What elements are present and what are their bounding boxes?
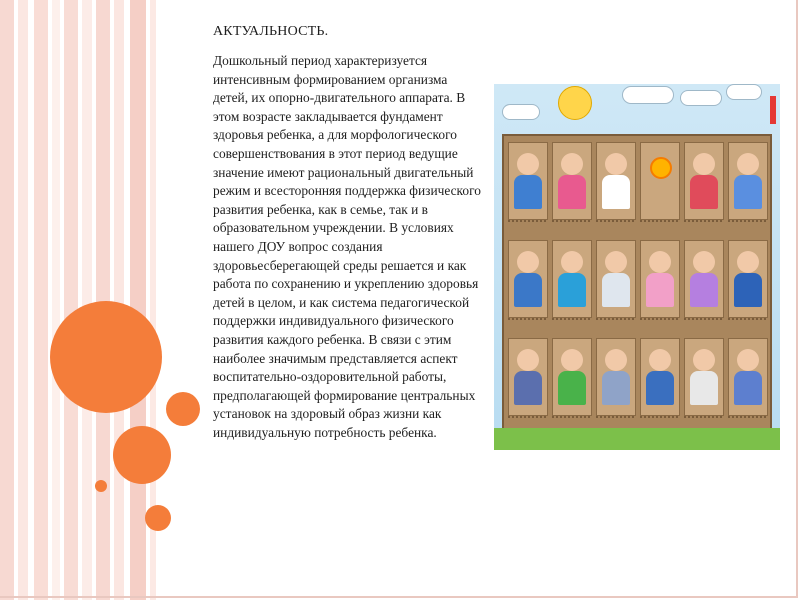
child-clothes — [734, 175, 762, 209]
nameplate-shape — [596, 220, 636, 222]
shelf-cell — [552, 240, 592, 318]
child-clothes — [690, 175, 718, 209]
nameplate-shape — [596, 416, 636, 418]
child-figure — [517, 349, 539, 371]
nameplate-shape — [552, 416, 592, 418]
shelf-cell — [552, 142, 592, 220]
nameplate-shape — [508, 318, 548, 320]
child-figure — [605, 349, 627, 371]
child-figure — [649, 251, 671, 273]
child-figure — [737, 251, 759, 273]
nameplate-shape — [728, 220, 768, 222]
nameplate-shape — [508, 220, 548, 222]
cloud-shape — [502, 104, 540, 120]
nameplate-shape — [596, 318, 636, 320]
shelf-cell — [640, 142, 680, 220]
shelf-cell — [508, 240, 548, 318]
shelf-cell — [596, 240, 636, 318]
shelf-cell — [640, 338, 680, 416]
child-clothes — [734, 273, 762, 307]
child-clothes — [690, 371, 718, 405]
child-clothes — [558, 175, 586, 209]
group-photo — [494, 84, 780, 450]
slide-paragraph: Дошкольный период характеризуется интенсивным формированием организма детей, их опорно-двигательного аппарата. В этом возрасте закладывается фундамент здоровья ребенка, а для морфологического совершенствования в этот период ведущие значение имеют рациональный двигательный режим и всесторонняя поддержка физического развития ребенка, как в семье, так и в образовательном учреждении. В условиях нашего ДОУ вопрос создания здоровьесберегающей среды решается и как работа по сохранению и укреплению здоровья детей в целом, и как система педагогической поддержки индивидуального физического развития каждого ребенка. В связи с этим наиболее значимым представляется аспект воспитательно-оздоровительной работы, предполагающей формирование центральных установок на здоровый образ жизни как индивидуальную потребность ребенка. — [213, 53, 481, 440]
shelf-cell — [684, 338, 724, 416]
nameplate-shape — [640, 220, 680, 222]
grass-strip — [494, 428, 780, 450]
child-figure — [693, 251, 715, 273]
nameplate-shape — [640, 416, 680, 418]
shelf-cell — [684, 142, 724, 220]
child-figure — [649, 349, 671, 371]
shelf-cell — [596, 338, 636, 416]
wooden-shelf — [502, 134, 772, 434]
nameplate-shape — [684, 318, 724, 320]
nameplate-shape — [728, 318, 768, 320]
nameplate-shape — [728, 416, 768, 418]
cloud-shape — [726, 84, 762, 100]
shelf-cell — [508, 338, 548, 416]
child-clothes — [602, 371, 630, 405]
child-clothes — [558, 371, 586, 405]
child-figure — [561, 251, 583, 273]
nameplate-shape — [552, 220, 592, 222]
shelf-cell — [684, 240, 724, 318]
shelf-cell — [728, 142, 768, 220]
flower-icon — [650, 157, 672, 179]
child-figure — [561, 153, 583, 175]
shelf-cell — [640, 240, 680, 318]
shelf-cell — [728, 338, 768, 416]
child-clothes — [646, 273, 674, 307]
child-figure — [693, 349, 715, 371]
nameplate-shape — [508, 416, 548, 418]
child-figure — [561, 349, 583, 371]
nameplate-shape — [552, 318, 592, 320]
shelf-cell — [552, 338, 592, 416]
nameplate-shape — [684, 220, 724, 222]
child-figure — [693, 153, 715, 175]
child-figure — [605, 251, 627, 273]
child-clothes — [514, 371, 542, 405]
child-clothes — [558, 273, 586, 307]
sun-icon — [558, 86, 592, 120]
child-clothes — [602, 175, 630, 209]
child-figure — [517, 251, 539, 273]
child-clothes — [514, 175, 542, 209]
child-figure — [605, 153, 627, 175]
cloud-shape — [680, 90, 722, 106]
cloud-shape — [622, 86, 674, 104]
child-clothes — [602, 273, 630, 307]
shelf-cell — [728, 240, 768, 318]
nameplate-shape — [684, 416, 724, 418]
corner-tag — [770, 96, 776, 124]
slide-heading: АКТУАЛЬНОСТЬ. — [213, 24, 329, 39]
child-clothes — [646, 371, 674, 405]
nameplate-shape — [640, 318, 680, 320]
child-clothes — [514, 273, 542, 307]
child-figure — [517, 153, 539, 175]
child-clothes — [734, 371, 762, 405]
child-figure — [737, 153, 759, 175]
shelf-cell — [508, 142, 548, 220]
child-clothes — [690, 273, 718, 307]
child-figure — [737, 349, 759, 371]
shelf-cell — [596, 142, 636, 220]
